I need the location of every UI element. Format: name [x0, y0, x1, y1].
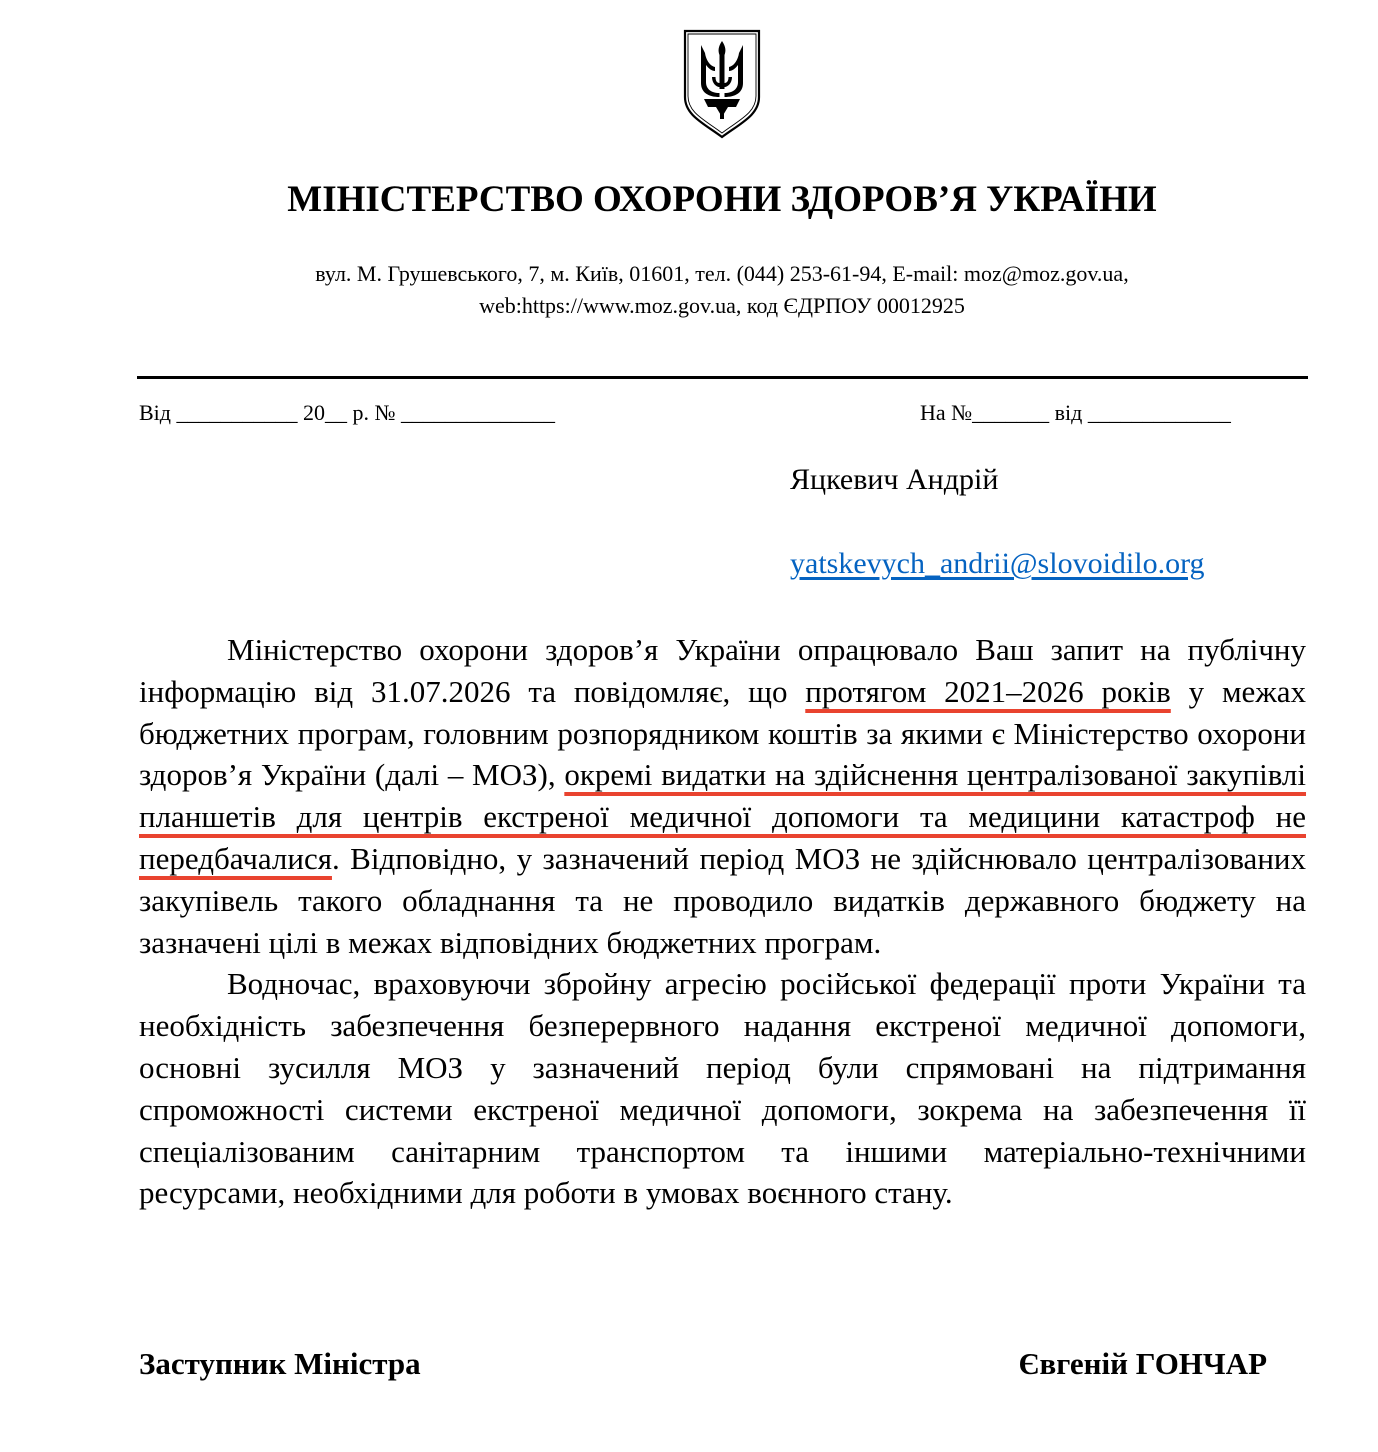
header-divider [137, 376, 1308, 379]
recipient-email-link[interactable]: yatskevych_andrii@slovoidilo.org [790, 547, 1205, 580]
paragraph-1-text-a: Міністерство охорони здоров’я України опрацювало Ваш запит на публічну інформацію від 31.07.2026 та повідомляє, що [139, 632, 1306, 709]
signatory-position: Заступник Міністра [139, 1346, 421, 1381]
letter-body [139, 629, 1306, 1214]
paragraph-1-text-c: . Відповідно, у зазначений період МОЗ не здійснювало централізованих закупівель такого обладнання та не проводило видатків державного бюджету на зазначені цілі в межах відповідних бюджетних програм. [139, 840, 1306, 960]
paragraph-1 [139, 629, 1306, 963]
signatory-name: Євгеній ГОНЧАР [1018, 1346, 1267, 1381]
highlight-years: протягом 2021–2026 років [805, 673, 1171, 709]
ukraine-trident-emblem-icon [681, 27, 763, 139]
outgoing-reference: Від ___________ 20__ р. № ______________ [139, 400, 555, 425]
paragraph-2: Водночас, враховуючи збройну агресію російської федерації проти України та необхідність забезпечення безперервного надання екстреної медичної допомоги, основні зусилля МОЗ у зазначений період були спрямовані на підтримання спроможності системи екстреної медичної допомоги, зокрема на забезпечення її спеціалізованим санітарним транспортом та іншими матеріально-технічними ресурсами, необхідними для роботи в умовах воєнного стану. [139, 966, 1306, 1211]
address-line-2: web:https://www.moz.gov.ua, код ЄДРПОУ 00012925 [479, 293, 965, 318]
ministry-address [0, 258, 1378, 322]
highlight-expenses: окремі видатки на здійснення централізованої закупівлі планшетів для центрів екстреної медичної допомоги та медицини катастроф не передбачалися [139, 757, 1307, 876]
address-line-1: вул. М. Грушевського, 7, м. Київ, 01601, тел. (044) 253-61-94, E-mail: moz@moz.gov.ua, [315, 261, 1129, 286]
recipient-name: Яцкевич Андрій [790, 463, 999, 496]
paragraph-1-text-b: у межах бюджетних програм, головним розпорядником коштів за якими є Міністерство охорони здоров’я України (далі – МОЗ), [139, 673, 1306, 793]
incoming-reference: На №_______ від _____________ [920, 400, 1231, 425]
ministry-title: МІНІСТЕРСТВО ОХОРОНИ ЗДОРОВ’Я УКРАЇНИ [287, 179, 1157, 220]
